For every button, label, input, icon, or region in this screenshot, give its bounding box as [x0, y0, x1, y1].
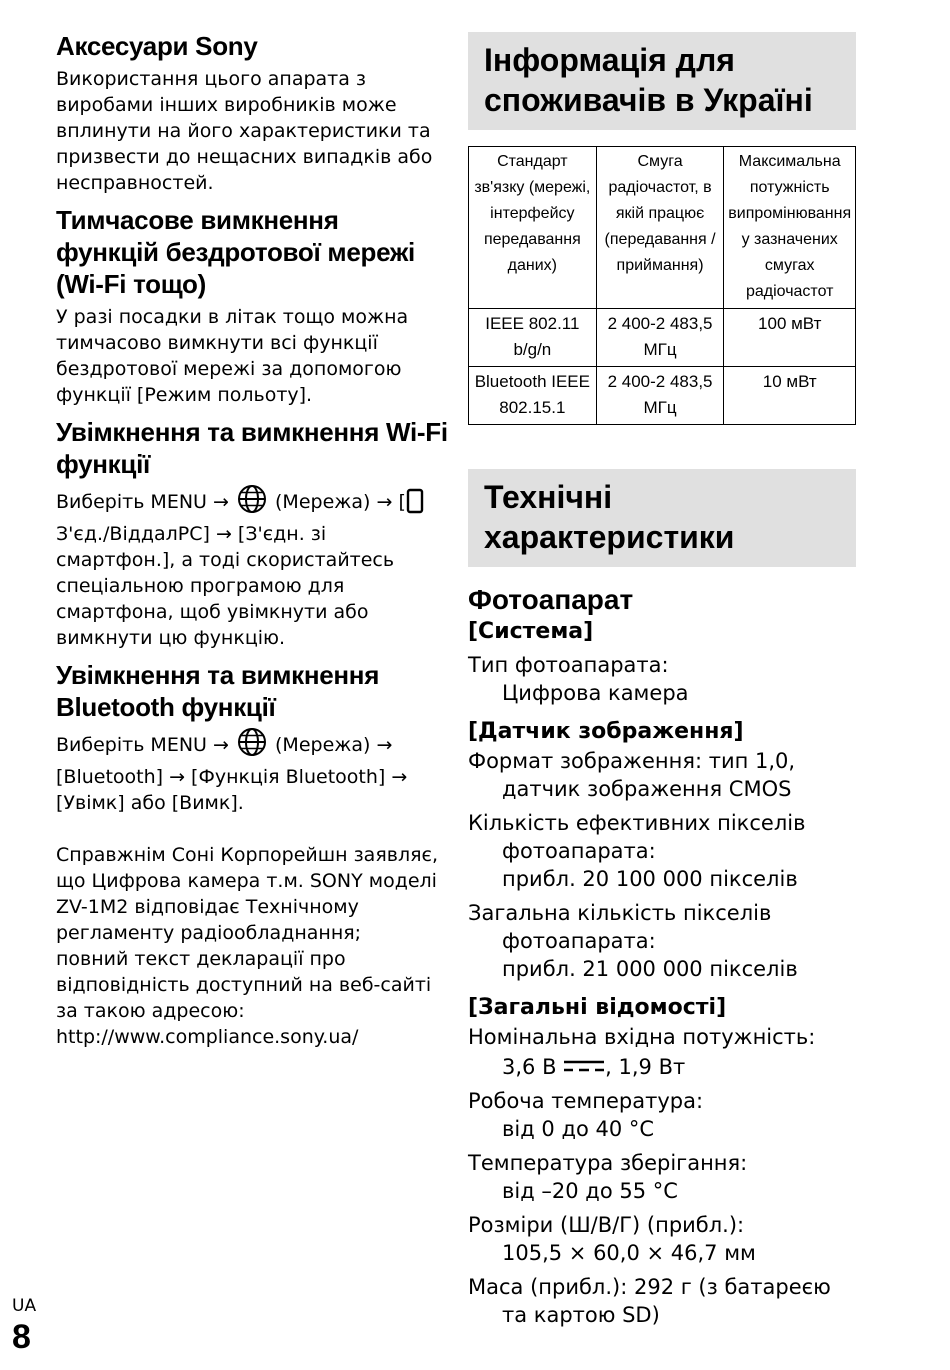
spec-label: Розміри (Ш/В/Г) (прибл.): [468, 1213, 745, 1237]
spec-value: 105,5 × 60,0 × 46,7 мм [502, 1241, 756, 1265]
mass-spec [468, 1273, 856, 1329]
specs-title-line1: Технічні [484, 479, 613, 515]
declaration-text: Справжнім Соні Корпорейшн заявляє, що Цифрова камера т.м. SONY моделі ZV-1M2 відповідає Технічному регламенту радіообладнання; [56, 844, 438, 944]
bt-toggle-heading: Увімкнення та вимкнення Bluetooth функції [56, 660, 380, 722]
table-cell: 100 мВт [724, 309, 856, 367]
power-voltage: 3,6 В [502, 1055, 557, 1079]
dims-spec [468, 1211, 856, 1267]
spec-label: Маса (прибл.): 292 г (з батареєю [468, 1275, 831, 1299]
specs-content [468, 583, 856, 1329]
table-cell: IEEE 802.11 b/g/n [469, 309, 597, 367]
specs-box [468, 469, 856, 567]
ukraine-info-title-line1: Інформація для [484, 42, 735, 78]
spec-value: Цифрова камера [502, 681, 689, 705]
storage-temp-spec [468, 1149, 856, 1205]
table-header-cell: Стандарт зв'язку (мережі, інтерфейсу передавання даних) [469, 147, 597, 309]
table-cell: 2 400-2 483,5 МГц [596, 367, 724, 425]
spec-value: прибл. 20 100 000 пікселів [502, 867, 798, 891]
smartphone-icon [406, 488, 424, 521]
radio-spec-table [468, 146, 856, 425]
spec-value: від –20 до 55 °C [502, 1179, 678, 1203]
spec-value: прибл. 21 000 000 пікселів [502, 957, 798, 981]
wifi-toggle-text [56, 484, 448, 651]
wifi-toggle-text-part4: З'єд./ВіддалPC] → [З'єдн. зі смартфон.], а тоді скористайтесь спеціальною програмою для смартфона, щоб увімкнути або вимкнути цю функцію. [56, 523, 395, 649]
table-cell: Bluetooth IEEE 802.15.1 [469, 367, 597, 425]
wifi-toggle-heading: Увімкнення та вимкнення Wi-Fi функції [56, 417, 448, 479]
eff-pixels-spec [468, 809, 856, 893]
table-row [469, 309, 856, 367]
system-heading: [Система] [468, 619, 594, 644]
bt-toggle-text-part2: (Мережа) → [Bluetooth] → [Функція Bluetooth] → [Увімк] або [Вимк]. [56, 734, 408, 814]
table-cell: 2 400-2 483,5 МГц [596, 309, 724, 367]
spec-label: Температура зберігання: [468, 1151, 748, 1175]
ukraine-info-box [468, 32, 856, 130]
spec-label: Тип фотоапарата: [468, 653, 669, 677]
table-header-cell: Смуга радіочастот, в якій працює (передавання / приймання) [596, 147, 724, 309]
bt-toggle-text [56, 727, 448, 816]
table-header-cell: Максимальна потужність випромінювання у зазначених смугах радіочастот [724, 147, 856, 309]
power-wattage: , 1,9 Вт [605, 1055, 686, 1079]
network-globe-icon [235, 484, 269, 521]
spec-value: від 0 до 40 °C [502, 1117, 655, 1141]
compliance-url: http://www.compliance.sony.ua/ [56, 1026, 359, 1048]
wifi-off-heading: Тимчасове вимкнення функцій бездротової мережі (Wi-Fi тощо) [56, 205, 415, 299]
spec-label: Номінальна вхідна потужність: [468, 1025, 816, 1049]
spec-label: Загальна кількість пікселів [468, 901, 772, 925]
dc-current-icon [563, 1051, 605, 1079]
op-temp-spec [468, 1087, 856, 1143]
ukraine-info-title-line2: споживачів в Україні [484, 82, 813, 118]
spec-label: Робоча температура: [468, 1089, 704, 1113]
spec-value: датчик зображення CMOS [502, 777, 792, 801]
wifi-off-text: У разі посадки в літак тощо можна тимчасово вимкнути всі функції бездротової мережі за допомогою функції [Режим польоту]. [56, 306, 409, 406]
general-heading: [Загальні відомості] [468, 995, 727, 1020]
power-spec [468, 1023, 856, 1081]
table-cell: 10 мВт [724, 367, 856, 425]
format-spec [468, 747, 856, 803]
spec-value [468, 1051, 856, 1081]
accessories-text: Використання цього апарата з виробами інших виробників може вплинути на його характеристики та призвести до нещасних випадків або несправностей. [56, 68, 433, 194]
spec-value: та картою SD) [502, 1303, 660, 1327]
wifi-toggle-text-part3: [ [398, 491, 406, 513]
camera-type-spec [468, 651, 856, 707]
wifi-toggle-text-part2: (Мережа) → [275, 491, 393, 513]
spec-label: Кількість ефективних пікселів [468, 811, 806, 835]
wifi-toggle-text-part1: Виберіть MENU → [56, 491, 229, 513]
specs-title-line2: характеристики [484, 519, 735, 555]
table-row [469, 367, 856, 425]
camera-heading: Фотоапарат [468, 584, 634, 615]
accessories-heading: Аксесуари Sony [56, 31, 258, 61]
page-number: 8 [12, 1318, 31, 1356]
declaration-text-2: повний текст декларації про відповідність доступний на веб-сайті за такою адресою: [56, 948, 432, 1022]
spec-label: Формат зображення: тип 1,0, [468, 749, 796, 773]
language-label: UA [12, 1296, 37, 1316]
table-header-row [469, 147, 856, 309]
left-column [56, 30, 448, 1050]
right-column [468, 32, 856, 1329]
spec-value: фотоапарата: [502, 929, 656, 953]
spec-value: фотоапарата: [502, 839, 656, 863]
network-globe-icon [235, 727, 269, 764]
total-pixels-spec [468, 899, 856, 983]
sensor-heading: [Датчик зображення] [468, 719, 744, 744]
bt-toggle-text-part1: Виберіть MENU → [56, 734, 229, 756]
